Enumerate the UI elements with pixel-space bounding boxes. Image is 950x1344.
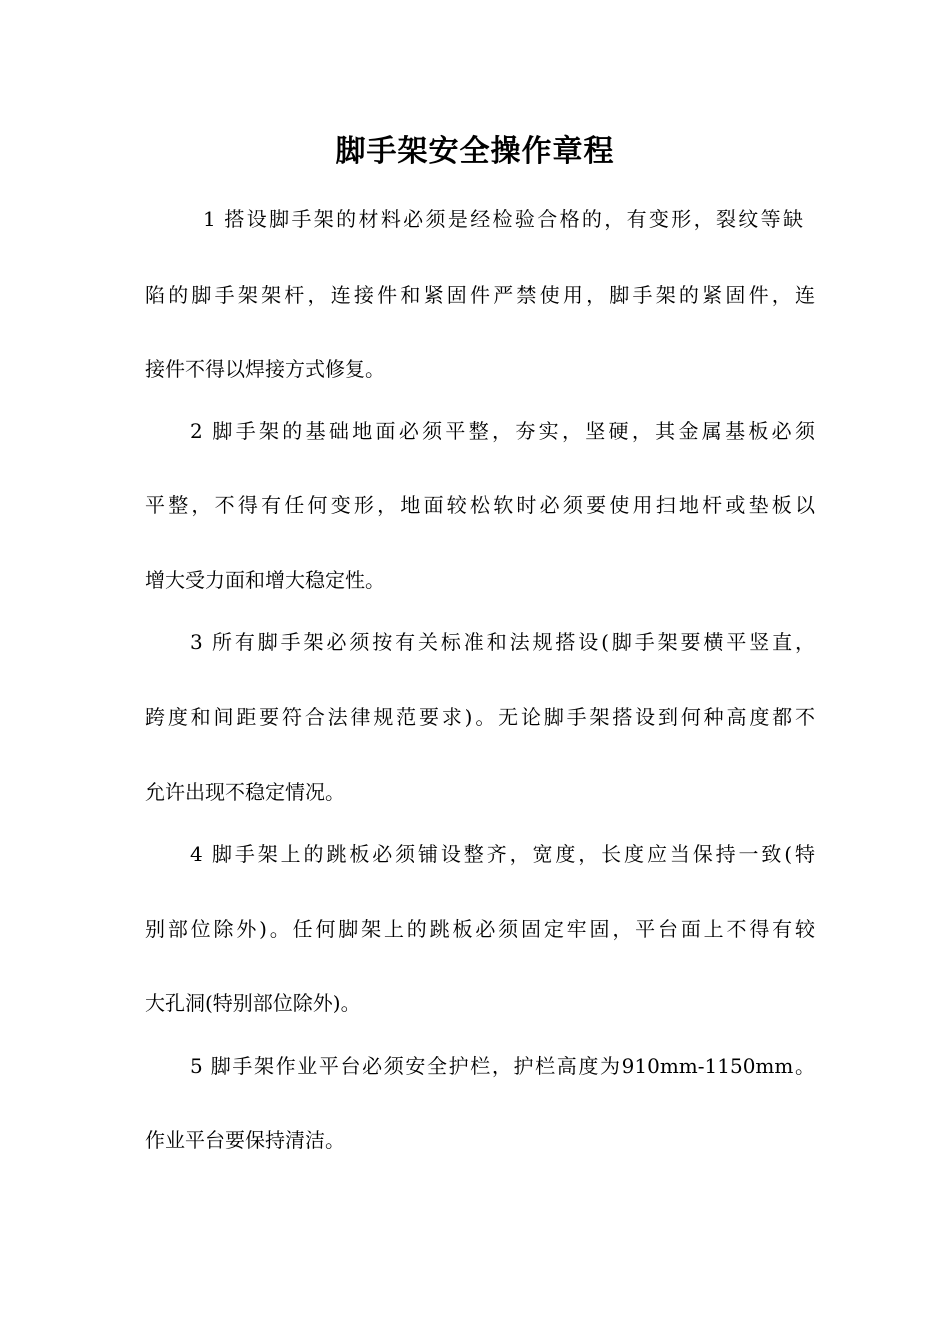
paragraph-1-line-1: 1 搭设脚手架的材料必须是经检验合格的，有变形，裂纹等缺 <box>203 207 803 231</box>
paragraph-4-line-3: 大孔洞(特别部位除外)。 <box>145 991 361 1015</box>
paragraph-2-line-3: 增大受力面和增大稳定性。 <box>145 568 385 592</box>
paragraph-5-line-2: 作业平台要保持清洁。 <box>145 1128 345 1152</box>
paragraph-3-line-2: 跨度和间距要符合法律规范要求)。无论脚手架搭设到何种高度都不 <box>145 705 815 729</box>
paragraph-3-line-1: 3 所有脚手架必须按有关标准和法规搭设(脚手架要横平竖直， <box>190 630 815 654</box>
paragraph-1-line-2: 陷的脚手架架杆，连接件和紧固件严禁使用，脚手架的紧固件，连 <box>145 283 815 307</box>
paragraph-2-line-2: 平整，不得有任何变形，地面较松软时必须要使用扫地杆或垫板以 <box>145 493 815 517</box>
paragraph-1-line-3: 接件不得以焊接方式修复。 <box>145 357 385 381</box>
paragraph-4-line-1: 4 脚手架上的跳板必须铺设整齐，宽度，长度应当保持一致(特 <box>190 842 815 866</box>
paragraph-4-line-2: 别部位除外)。任何脚架上的跳板必须固定牢固，平台面上不得有较 <box>145 917 815 941</box>
page-title: 脚手架安全操作章程 <box>335 134 615 169</box>
paragraph-5-line-1: 5 脚手架作业平台必须安全护栏，护栏高度为910mm-1150mm。 <box>190 1054 815 1078</box>
paragraph-3-line-3: 允许出现不稳定情况。 <box>145 780 345 804</box>
paragraph-2-line-1: 2 脚手架的基础地面必须平整，夯实，坚硬，其金属基板必须 <box>190 419 815 443</box>
